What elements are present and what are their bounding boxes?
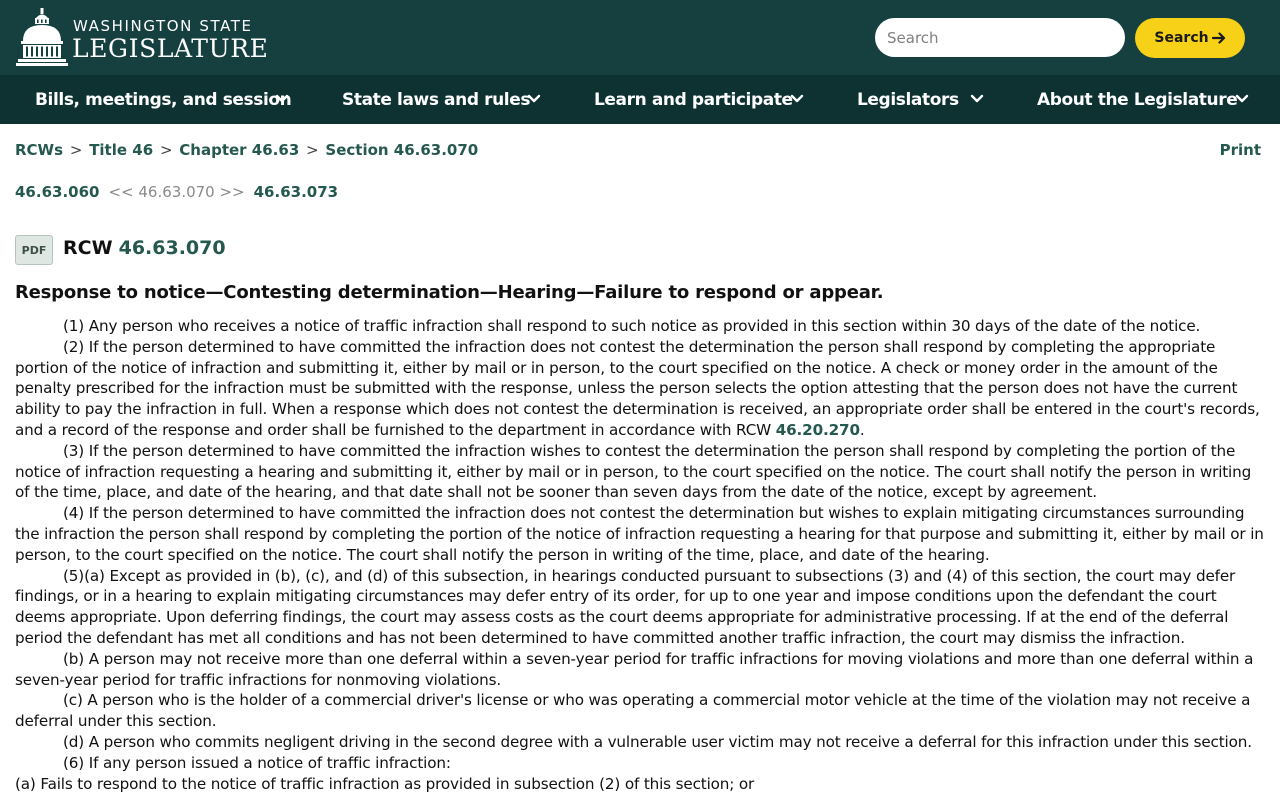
nav-item-label: State laws and rules	[342, 89, 531, 110]
breadcrumb-separator: >	[69, 141, 83, 159]
current-section-indicator: << 46.63.070 >>	[108, 183, 245, 201]
section-navigation	[15, 183, 338, 201]
breadcrumb-chapter[interactable]: Chapter 46.63	[179, 141, 300, 159]
arrow-right-icon	[1212, 31, 1226, 45]
pdf-button[interactable]: PDF	[15, 235, 53, 265]
search-button[interactable]	[1135, 18, 1245, 58]
breadcrumb-section[interactable]: Section 46.63.070	[325, 141, 479, 159]
site-header	[0, 0, 1280, 75]
paragraph: (5)(a) Except as provided in (b), (c), and (d) of this subsection, in hearings conducted pursuant to subsections (3) and (4) of this section, the court may defer findings, or in a hearing to explain mitigating circumstances may defer entry of its order, for up to one year and impose conditions upon the defendant the court deems appropriate. Upon deferring findings, the court may assess costs as the court deems appropriate for administrative processing. If at the end of the deferral period the defendant has met all conditions and has not been determined to have committed another traffic infraction, the court may dismiss the infraction.	[15, 566, 1236, 647]
nav-item-bills[interactable]	[35, 75, 291, 124]
main-nav	[0, 75, 1280, 124]
logo-line-1: WASHINGTON STATE	[73, 17, 253, 35]
paragraph	[15, 337, 1265, 441]
breadcrumb	[15, 141, 478, 159]
rcw-prefix: RCW	[63, 237, 113, 259]
paragraph: (4) If the person determined to have committed the infraction does not contest the determination but wishes to explain mitigating circumstances surrounding the infraction the person shall respond by completing the portion of the notice of infraction requesting a hearing for that purpose and submitting it, either by mail or in person, to the court specified on the notice. The court shall notify the person in writing of the time, place, and date of the hearing.	[15, 504, 1264, 564]
nav-item-legislators[interactable]	[857, 75, 959, 124]
chevron-down-icon	[527, 94, 541, 104]
nav-item-label: Bills, meetings, and session	[35, 89, 292, 110]
nav-item-about[interactable]	[1037, 75, 1237, 124]
logo-line-2: LEGISLATURE	[72, 34, 269, 63]
capitol-dome-icon	[15, 8, 69, 66]
nav-item-label: Legislators	[857, 89, 959, 110]
nav-item-state-laws[interactable]	[342, 75, 530, 124]
breadcrumb-rcws[interactable]: RCWs	[15, 141, 64, 159]
print-link[interactable]: Print	[1219, 141, 1261, 159]
nav-item-learn[interactable]	[594, 75, 793, 124]
chevron-down-icon	[1235, 94, 1249, 104]
paragraph: (3) If the person determined to have committed the infraction wishes to contest the determination the person shall respond by completing the portion of the notice of infraction requesting a hearing and submitting it, either by mail or in person, to the court specified on the notice. The court shall notify the person in writing of the time, place, and date of the hearing, and that date shall not be sooner than seven days from the date of the notice, except by agreement.	[15, 441, 1252, 502]
legislature-logo[interactable]	[15, 8, 270, 68]
rcw-reference-link[interactable]: 46.20.270	[775, 420, 860, 439]
paragraph: (b) A person may not receive more than one deferral within a seven-year period for traffic infractions for moving violations and more than one deferral within a seven-year period for traffic infractions for nonmoving violations.	[15, 649, 1254, 689]
rcw-number-link[interactable]: 46.63.070	[118, 237, 226, 259]
section-body	[15, 316, 1265, 794]
breadcrumb-separator: >	[159, 141, 173, 159]
paragraph: (d) A person who commits negligent driving in the second degree with a vulnerable user victim may not receive a deferral for this infraction under this section.	[63, 732, 1252, 751]
previous-section-link[interactable]: 46.63.060	[15, 183, 100, 201]
breadcrumb-separator: >	[306, 141, 319, 159]
chevron-down-icon	[275, 94, 289, 104]
next-section-link[interactable]: 46.63.073	[253, 183, 339, 201]
search-input[interactable]	[875, 18, 1125, 57]
nav-item-label: Learn and participate	[594, 89, 793, 110]
search-button-label: Search	[1154, 30, 1209, 46]
chevron-down-icon	[790, 94, 804, 104]
paragraph: (c) A person who is the holder of a commercial driver's license or who was operating a commercial motor vehicle at the time of the violation may not receive a deferral under this section.	[15, 691, 1251, 731]
chevron-down-icon	[970, 94, 984, 104]
paragraph: (1) Any person who receives a notice of traffic infraction shall respond to such notice as provided in this section within 30 days of the date of the notice.	[63, 317, 1201, 335]
breadcrumb-title[interactable]: Title 46	[89, 141, 154, 159]
paragraph-text: (2) If the person determined to have committed the infraction does not contest the determination the person shall respond by completing the appropriate portion of the notice of infraction and submitting it, either by mail or in person, to the court specified on the notice. A check or money order in the amount of the penalty prescribed for the infraction must be submitted with the response, unless the person selects the option attesting that the person does not have the current ability to pay the infraction in full. When a response which does not contest the determination is received, an appropriate order shall be entered in the court's records, and a record of the response and order shall be furnished to the department in accordance with RCW	[15, 337, 1260, 439]
nav-item-label: About the Legislature	[1037, 89, 1238, 110]
section-title: Response to notice—Contesting determination—Hearing—Failure to respond or appear.	[15, 282, 884, 303]
paragraph: (a) Fails to respond to the notice of traffic infraction as provided in subsection (2) of this section; or	[15, 774, 755, 793]
paragraph-text: .	[859, 420, 865, 439]
paragraph: (6) If any person issued a notice of traffic infraction:	[63, 753, 451, 772]
rcw-heading	[63, 237, 226, 259]
